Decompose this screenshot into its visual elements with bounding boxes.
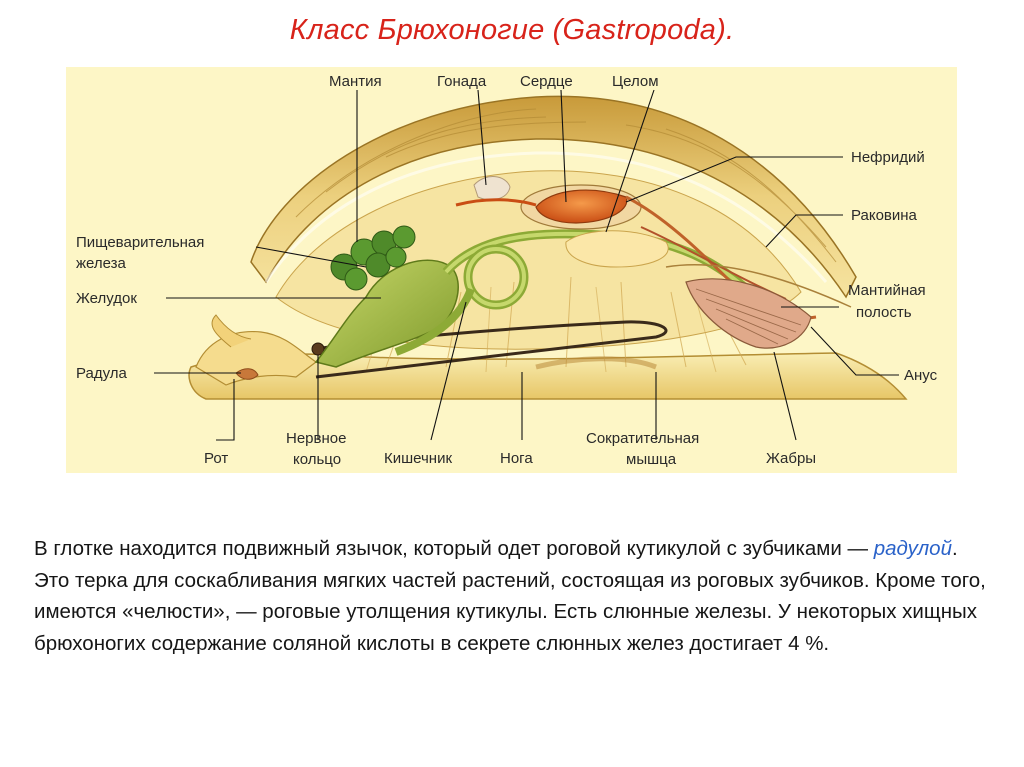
body-text-part2: . Это терка для соскабливания мягких частей растений, состоящая из роговых зубчиков. Кроме того, имеются «челюсти», — роговые утолщения кутикулы. Есть слюнные железы. У некоторых хищных брюхоногих содержание соляной кислоты в секрете слюнных желез достигает 4 %. xyxy=(34,537,986,655)
label-gills: Жабры xyxy=(766,450,817,467)
label-nerve-ring-1: Нервное xyxy=(286,430,347,447)
label-foot: Нога xyxy=(500,450,533,467)
label-mouth: Рот xyxy=(204,450,229,467)
label-nerve-ring-2: кольцо xyxy=(293,451,342,468)
label-retractor-2: мышца xyxy=(626,451,677,468)
label-digestive-gland-2: железа xyxy=(76,255,126,272)
label-gonad: Гонада xyxy=(437,73,487,90)
radula-term: радулой xyxy=(873,537,952,560)
label-coelom: Целом xyxy=(612,73,659,90)
label-nephridium: Нефридий xyxy=(851,149,925,166)
gonad xyxy=(474,177,510,200)
label-digestive-gland-1: Пищеварительная xyxy=(76,234,205,251)
label-mantle-cavity-1: Мантийная xyxy=(848,282,926,299)
label-mantle: Мантия xyxy=(329,73,382,90)
label-retractor-1: Сократительная xyxy=(586,430,700,447)
slide-title: Класс Брюхоногие (Gastropoda). xyxy=(289,14,735,46)
body-text-part1: В глотке находится подвижный язычок, который одет роговой кутикулой с зубчиками — xyxy=(34,537,874,560)
label-stomach: Желудок xyxy=(76,290,137,307)
label-radula: Радула xyxy=(76,365,127,382)
coelom xyxy=(566,231,668,267)
label-mantle-cavity-2: полость xyxy=(856,304,912,321)
label-heart: Сердце xyxy=(520,73,573,90)
gastropoda-anatomy-diagram xyxy=(66,67,957,473)
label-anus: Анус xyxy=(904,367,938,384)
label-shell: Раковина xyxy=(851,207,917,224)
anatomy-illustration xyxy=(66,67,957,473)
slide-body-text xyxy=(34,533,994,659)
label-intestine: Кишечник xyxy=(384,450,453,467)
